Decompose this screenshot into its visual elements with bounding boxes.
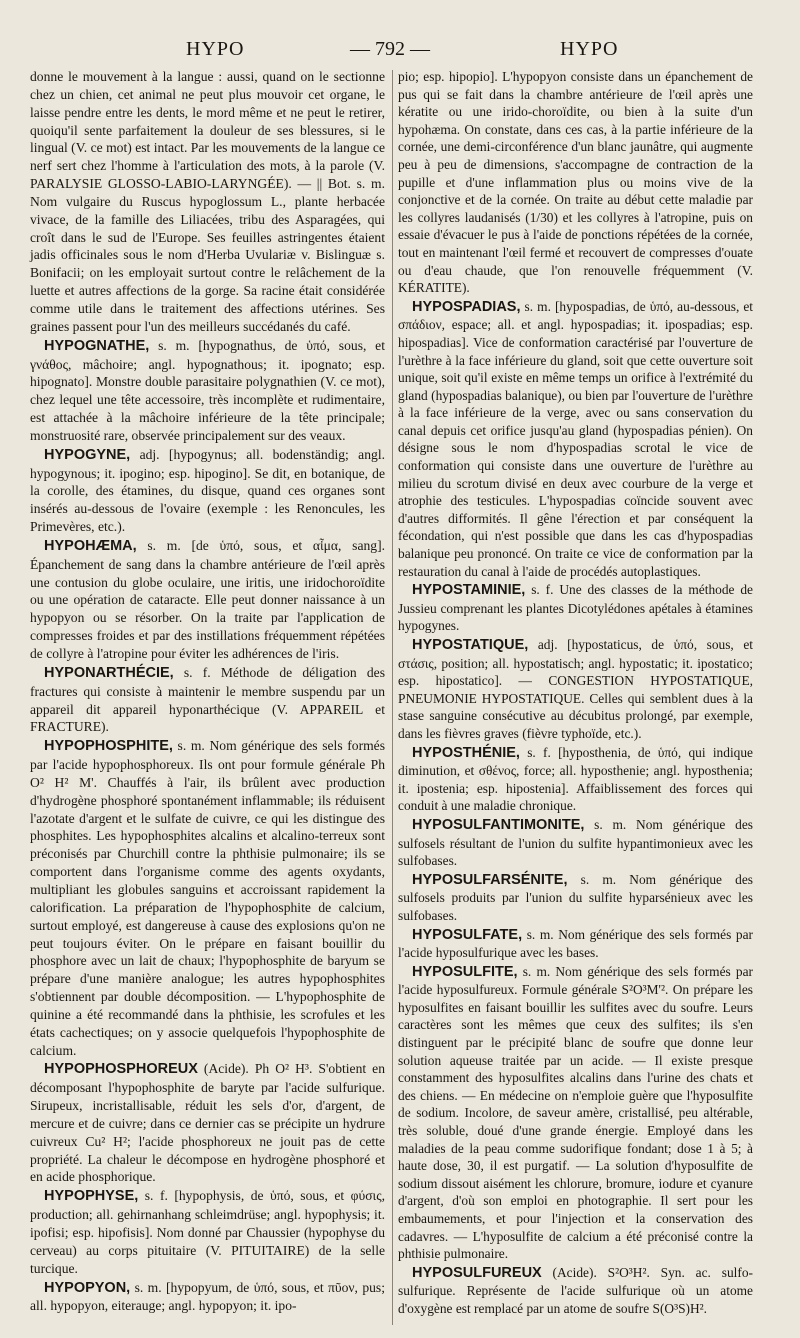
entry-text: s. f. [hypophysis, de ὑπό, sous, et φύσις, production; all. gehirnanhang schleimdrüse; angl. hypophysis; it. ipofisi; esp. hipofisis]. Nom donné par Chaussier (hypophyse du cerveau) au corps pituitaire (V. PITUITAIRE) de la selle turcique. — [30, 1188, 385, 1276]
entry-text: s. m. [de ὑπό, sous, et αἷμα, sang]. Épanchement de sang dans la chambre antérieure de l'œil après une contusion du globe oculaire, une iritis, une iridochoroïdite ou une opération de cataracte. Elle peut donner naissance à un hypopyon ou se résorber. On la traite par l'application de compresses froides et par des instillations fréquemment répétées de collyre à l'atropine pour éviter les adhérences de l'iris. — [30, 537, 385, 661]
dictionary-entry — [30, 1279, 385, 1316]
dictionary-entry — [30, 664, 385, 736]
headword: HYPOPHYSE, — [44, 1188, 139, 1205]
entry-text: s. m. Nom générique des sels formés par l'acide hypophosphoreux. Ils ont pour formule générale Ph O² H² M'. Chauffés à l'air, ils brûlent avec production d'hydrogène phosphoré spontanément inflammable; ils réduisent l'azotate d'argent et le sulfate de cuivre, ce qui les distingue des phosphites. Les hypophosphites alcalins et alcalino-terreux sont préconisés par Churchill contre la phthisie pulmonaire; ils se comportent dans l'organisme comme des agents oxydants, multipliant les globules sanguins et accroissant rapidement la calorification. La préparation de l'hypophosphite de calcium, surtout employé, est dangereuse à cause des explosions qu'on ne peut toujours éviter. On le prépare en faisant bouillir du phosphore avec un lait de chaux; l'hypophosphite de baryum se prépare d'une manière analogue; les autres hypophosphites s'obtiennent par double décomposition. — L'hypophosphite de quinine a été recommandé dans la phthisie, les scrofules et les états cachectiques; on y associe quelquefois l'hypophosphite de calcium. — [30, 738, 385, 1058]
running-head-right: HYPO — [560, 38, 619, 60]
page-header — [0, 38, 800, 68]
headword: HYPOHÆMA, — [44, 537, 137, 554]
headword: HYPOSULFITE, — [412, 963, 518, 980]
headword: HYPOSTATIQUE, — [412, 637, 529, 653]
headword: HYPOSULFATE, — [412, 926, 523, 943]
dictionary-entry — [398, 636, 753, 743]
dictionary-entry — [30, 1060, 385, 1186]
entry-text: (Acide). Ph O² H³. S'obtient en décomposant l'hypophosphite de baryte par l'acide sulfurique. Sirupeux, incristallisable, réduit les sels d'or, d'argent, de mercure et de cuivre; dans ce dernier cas se précipite un hydrure cuivreux Cu² H²; l'acide phosphoreux ne jouit pas de cette propriété. La chaleur le décompose en hydrogène phosphoré et en acide phosphorique. — [30, 1061, 385, 1185]
headword: HYPOSULFANTIMONITE, — [412, 816, 585, 833]
entry-text: s. m. [hypospadias, de ὑπό, au-dessous, et σπάδιον, espace; all. et angl. hypospadias; it. ipospadias; esp. hipospadias]. Vice de conformation caractérisé par l'ouverture de l'urèthre à la face inférieure du gland, soit que cette ouverture soit unique, soit qu'il existe en même temps un orifice à l'extrémité du gland (hypospadias balanique), ou bien par l'ouverture de l'urèthre à la face inférieure de la verge, avec ou sans conservation du canal depuis cet orifice jusqu'au gland (hypospadias pénien). On désigne sous le nom d'hypospadias scrotal le vice de conformation qui consiste dans une ouverture de l'urèthre au milieu du scrotum divisé en deux avec courbure de la verge et atrophie des testicules. L'hypospadias coïncide souvent avec d'autres difformités. Il gêne l'érection et par conséquent la fécondation, qui n'est possible que dans les cas d'hypospadias balanique peu prononcé. On traite ce vice de conformation par la restauration du canal à l'aide de procédés autoplastiques. — [398, 298, 753, 579]
headword: HYPONARTHÉCIE, — [44, 664, 174, 681]
dictionary-entry — [398, 1264, 753, 1318]
column-divider — [392, 70, 393, 1325]
entry-text: s. f. [hyposthenia, de ὑπό, qui indique diminution, et σθένος, force; all. hyposthenie; angl. hyposthenia; it. ipostenia; esp. hipostenia]. Affaiblissement des forces qui conduit à une maladie chronique. — [398, 744, 753, 814]
dictionary-entry — [30, 537, 385, 663]
page-number: — 792 — — [350, 38, 430, 60]
entry-text: (Acide). S²O³H². Syn. ac. sulfo-sulfurique. Représente de l'acide sulfurique où un atome d'oxygène est remplacé par un atome de soufre S(O³S)H². — [398, 1264, 753, 1316]
headword: HYPOPHOSPHOREUX — [44, 1061, 198, 1078]
headword: HYPOGYNE, — [44, 446, 131, 463]
headword: HYPOPHOSPHITE, — [44, 738, 173, 755]
continued-text — [398, 68, 753, 297]
entry-text: s. m. [hypognathus, de ὑπό, sous, et γνάθος, mâchoire; angl. hypognathous; it. ipognato; esp. hipognato]. Monstre double parasitaire polygnathien (V. ce mot), chez lequel une tête accessoire, très incomplète et rudimentaire, est attachée à la mâchoire inférieure de la tête principale; monstruosité rare, observée principalement sur des veaux. — [30, 337, 385, 443]
dictionary-entry — [398, 298, 753, 581]
entry-text: s. f. Une des classes de la méthode de Jussieu comprenant les plantes Dicotylédones apétales à étamines hypogynes. — [398, 582, 753, 634]
entry-text: s. m. Nom générique des sels formés par l'acide hyposulfurique avec les bases. — [398, 926, 753, 961]
dictionary-entry — [30, 337, 385, 445]
entry-text: s. m. [hypopyum, de ὑπό, sous, et πῦον, pus; all. hypopyon, eiterauge; angl. hypopyon; it. ipo- — [30, 1279, 385, 1314]
dictionary-entry — [398, 871, 753, 925]
left-column — [30, 68, 385, 1316]
dictionary-entry — [398, 926, 753, 962]
headword: HYPOSPADIAS, — [412, 298, 521, 315]
entry-text: s. f. Méthode de déligation des fractures qui consiste à maintenir le membre suspendu par un appareil dit appareil hyponarthécique (V. APPAREIL et FRACTURE). — [30, 664, 385, 735]
headword: HYPOSTHÉNIE, — [412, 744, 520, 761]
headword: HYPOSTAMINIE, — [412, 582, 526, 599]
headword: HYPOSULFARSÉNITE, — [412, 871, 568, 888]
headword: HYPOPYON, — [44, 1279, 131, 1296]
entry-text: s. m. Nom générique des sulfosels résultant de l'union du sulfite hypantimonieux avec les sulfobases. — [398, 816, 753, 869]
entry-text: s. m. Nom générique des sulfosels produits par l'union du sulfite hyparsénieux avec les sulfobases. — [398, 871, 753, 923]
entry-text: donne le mouvement à la langue : aussi, quand on le sectionne chez un chien, cet animal ne peut plus mouvoir cet organe, le laisse pendre entre les dents, le mord même et ne peut le retirer, quoiqu'il sente parfaitement la douleur de ses blessures, si le lingual (V. ce mot) est intact. Par les mouvements de la langue ce nerf sert chez l'homme à l'articulation des mots, à la parole (V. PARALYSIE GLOSSO-LABIO-LARYNGÉE). — || Bot. s. m. Nom vulgaire du Ruscus hypoglossum L., plante herbacée vivace, de la famille des Liliacées, tribu des Asparagées, qui croît dans le sud de l'Europe. Ses feuilles astringentes étaient jadis officinales sous le nom d'Herba Uvulariæ v. Bislinguæ s. Bonifacii; on les employait surtout contre le relâchement de la luette et autres affections de la gorge. Sa racine était considérée comme utile dans le traitement des affections utérines. Ses graines passent pour l'un des meilleurs succédanés du café. — [30, 69, 385, 334]
running-head-left: HYPO — [186, 38, 245, 60]
continued-text — [30, 68, 385, 336]
dictionary-entry — [30, 446, 385, 536]
headword: HYPOGNATHE, — [44, 337, 150, 354]
dictionary-entry — [398, 963, 753, 1263]
entry-text: s. m. Nom générique des sels formés par l'acide hyposulfureux. Formule générale S²O³M'². On prépare les hyposulfites en faisant bouillir les sulfites avec du soufre. Leurs caractères sont les mêmes que ceux des sulfites; ils s'en distinguent par le précipité blanc de soufre que donne leur solution aqueuse traitée par un acide. — Il existe presque constamment des hyposulfites alcalins dans l'urine des chats et des chiens. — En médecine on n'emploie guère que l'hyposulfite de sodium. Incolore, de saveur amère, cristallisé, peu altérable, très soluble, doué d'une grande énergie. Employé dans les maladies de la peau comme sudorifique fondant; dose 1 à 5; à haute dose, 30, il est purgatif. — La solution d'hyposulfite de sodium dissout aisément les chlorure, bromure, iodure et cyanure d'argent, d'où son emploi en photographie. Il sert pour les embaumements, et pour l'injection et la conservation des cadavres. — L'hyposulfite de calcium a été préconisé contre la phthisie pulmonaire. — [398, 963, 753, 1262]
dictionary-entry — [30, 737, 385, 1059]
dictionary-entry — [398, 581, 753, 635]
dictionary-entry — [30, 1187, 385, 1277]
entry-text: pio; esp. hipopio]. L'hypopyon consiste dans un épanchement de pus qui se fait dans la chambre antérieure de l'œil après une kératite ou une irido-choroïdite, ou bien à la suite d'un hypohæma. On constate, dans ces cas, à la partie inférieure de la cornée, une demi-circonférence d'un blanc jaunâtre, qui augmente peu à peu de dimensions, s'accompagne de contraction de la pupille et d'une inflammation plus ou moins vive de la conjonctive et de la cornée. On traite au début cette maladie par les collyres laudanisés (1/30) et les collyres à l'atropine, puis on essaie d'évacuer le pus à l'aide de ponctions répétées de la cornée, tout en maintenant l'œil fermé et recouvert de compresses d'ouate ou d'eau chaude, que l'on renouvelle fréquemment (V. KÉRATITE). — [398, 69, 753, 296]
entry-text: adj. [hypostaticus, de ὑπό, sous, et στάσις, position; all. hypostatisch; angl. hypostatic; it. ipostatico; esp. hipostatico]. — CONGESTION HYPOSTATIQUE, PNEUMONIE HYPOSTATIQUE. Celles qui semblent dues à la stase sanguine consécutive au décubitus prolongé, par exemple, dans les fièvres graves (fièvre typhoïde, etc.). — [398, 637, 753, 741]
right-column — [398, 68, 753, 1319]
entry-text: adj. [hypogynus; all. bodenständig; angl. hypogynous; it. ipogino; esp. hipogino]. Se dit, en botanique, de la corolle, des étamines, du disque, quand ces organes sont insérés au-dessous de l'ovaire (exemple : les Renoncules, les Primevères, etc.). — [30, 446, 385, 535]
dictionary-entry — [398, 816, 753, 870]
dictionary-entry — [398, 744, 753, 815]
headword: HYPOSULFUREUX — [412, 1264, 542, 1281]
